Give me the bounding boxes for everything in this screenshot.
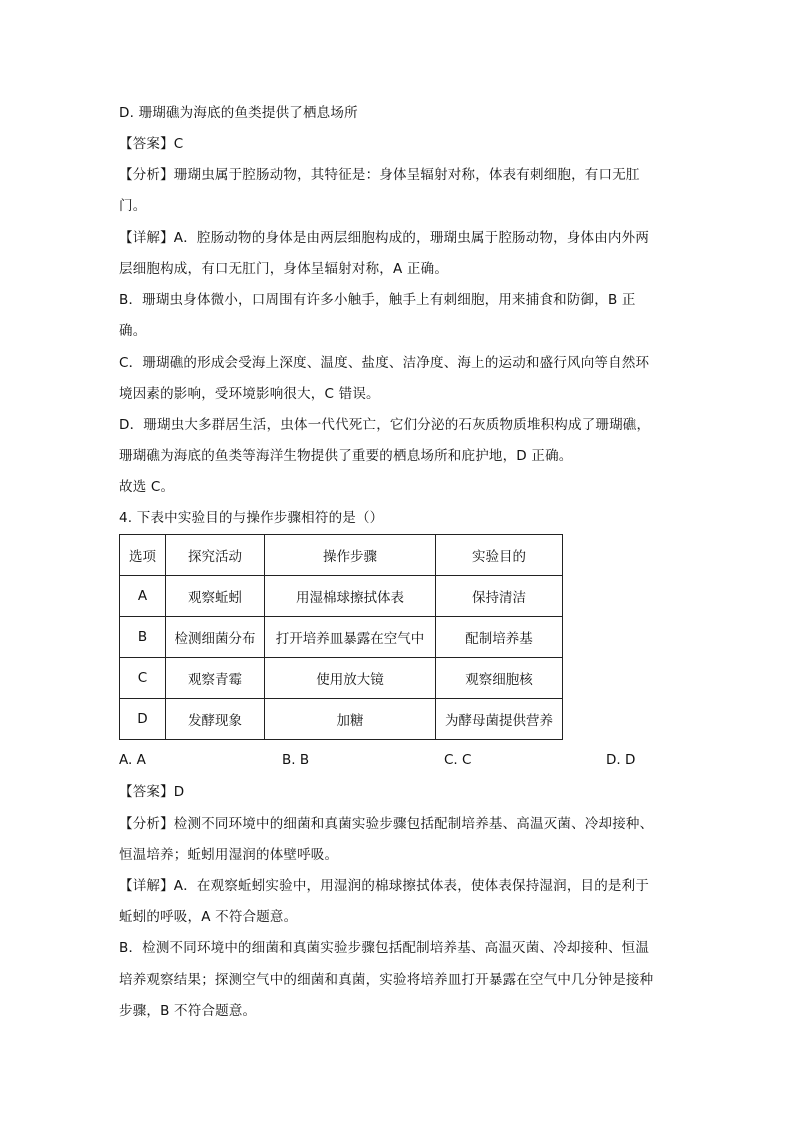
table-cell: A bbox=[120, 576, 166, 617]
table-row bbox=[120, 576, 563, 617]
q4-detail-line-2: 蚯蚓的呼吸，A 不符合题意。 bbox=[119, 909, 298, 925]
q3-detail-line-2: 层细胞构成，有口无肛门，身体呈辐射对称，A 正确。 bbox=[119, 261, 449, 277]
q4-detail-line-1: 【详解】A．在观察蚯蚓实验中，用湿润的棉球擦拭体表，使体表保持湿润，目的是利于 bbox=[119, 878, 650, 894]
table-row bbox=[120, 658, 563, 699]
table-cell: 使用放大镜 bbox=[265, 658, 436, 699]
table-cell: B bbox=[120, 617, 166, 658]
table-row bbox=[120, 617, 563, 658]
q4-detail-line-3: B．检测不同环境中的细菌和真菌实验步骤包括配制培养基、高温灭菌、冷却接种、恒温 bbox=[119, 940, 650, 956]
q4-stem: 4. 下表中实验目的与操作步骤相符的是（） bbox=[119, 510, 384, 526]
table-cell: 观察蚯蚓 bbox=[166, 576, 265, 617]
q3-detail-line-3: B．珊瑚虫身体微小，口周围有许多小触手，触手上有刺细胞，用来捕食和防御，B 正 bbox=[119, 292, 636, 308]
option-d: D. D bbox=[606, 752, 636, 768]
table-cell: 加糖 bbox=[265, 699, 436, 740]
table-cell: 保持清洁 bbox=[436, 576, 563, 617]
table-cell: 观察细胞核 bbox=[436, 658, 563, 699]
header-cell: 操作步骤 bbox=[265, 535, 436, 576]
q4-analysis-line-2: 恒温培养；蚯蚓用湿润的体壁呼吸。 bbox=[119, 847, 339, 863]
table-cell: 发酵现象 bbox=[166, 699, 265, 740]
q4-detail-line-5: 步骤，B 不符合题意。 bbox=[119, 1003, 257, 1019]
q3-detail-line-4: 确。 bbox=[119, 323, 147, 339]
table-cell: 观察青霉 bbox=[166, 658, 265, 699]
option-d-text: D. 珊瑚礁为海底的鱼类提供了栖息场所 bbox=[119, 105, 358, 121]
option-b: B. B bbox=[282, 752, 310, 768]
q3-detail-line-8: 珊瑚礁为海底的鱼类等海洋生物提供了重要的栖息场所和庇护地，D 正确。 bbox=[119, 448, 573, 464]
table-cell: 打开培养皿暴露在空气中 bbox=[265, 617, 436, 658]
table-cell: 检测细菌分布 bbox=[166, 617, 265, 658]
table-cell: C bbox=[120, 658, 166, 699]
q3-answer: 【答案】C bbox=[119, 136, 184, 152]
header-cell: 选项 bbox=[120, 535, 166, 576]
q4-answer: 【答案】D bbox=[119, 784, 185, 800]
q3-analysis-line-2: 门。 bbox=[119, 198, 147, 214]
table-cell: 为酵母菌提供营养 bbox=[436, 699, 563, 740]
table-cell: 配制培养基 bbox=[436, 617, 563, 658]
table-header-row bbox=[120, 535, 563, 576]
option-a: A. A bbox=[119, 752, 146, 768]
header-cell: 探究活动 bbox=[166, 535, 265, 576]
q3-detail-line-7: D．珊瑚虫大多群居生活，虫体一代代死亡，它们分泌的石灰质物质堆积构成了珊瑚礁， bbox=[119, 417, 651, 433]
q3-detail-line-6: 境因素的影响，受环境影响很大，C 错误。 bbox=[119, 386, 380, 402]
q3-detail-line-5: C．珊瑚礁的形成会受海上深度、温度、盐度、洁净度、海上的运动和盛行风向等自然环 bbox=[119, 355, 650, 371]
q3-analysis-line-1: 【分析】珊瑚虫属于腔肠动物，其特征是：身体呈辐射对称，体表有刺细胞，有口无肛 bbox=[119, 167, 640, 183]
table-row bbox=[120, 699, 563, 740]
header-cell: 实验目的 bbox=[436, 535, 563, 576]
option-c: C. C bbox=[444, 752, 472, 768]
q4-detail-line-4: 培养观察结果；探测空气中的细菌和真菌，实验将培养皿打开暴露在空气中几分钟是接种 bbox=[119, 972, 654, 988]
table-cell: D bbox=[120, 699, 166, 740]
q4-table bbox=[119, 534, 563, 740]
table-cell: 用湿棉球擦拭体表 bbox=[265, 576, 436, 617]
q3-conclusion: 故选 C。 bbox=[119, 479, 175, 495]
q4-analysis-line-1: 【分析】检测不同环境中的细菌和真菌实验步骤包括配制培养基、高温灭菌、冷却接种、 bbox=[119, 816, 654, 832]
q3-detail-line-1: 【详解】A．腔肠动物的身体是由两层细胞构成的，珊瑚虫属于腔肠动物，身体由内外两 bbox=[119, 230, 650, 246]
